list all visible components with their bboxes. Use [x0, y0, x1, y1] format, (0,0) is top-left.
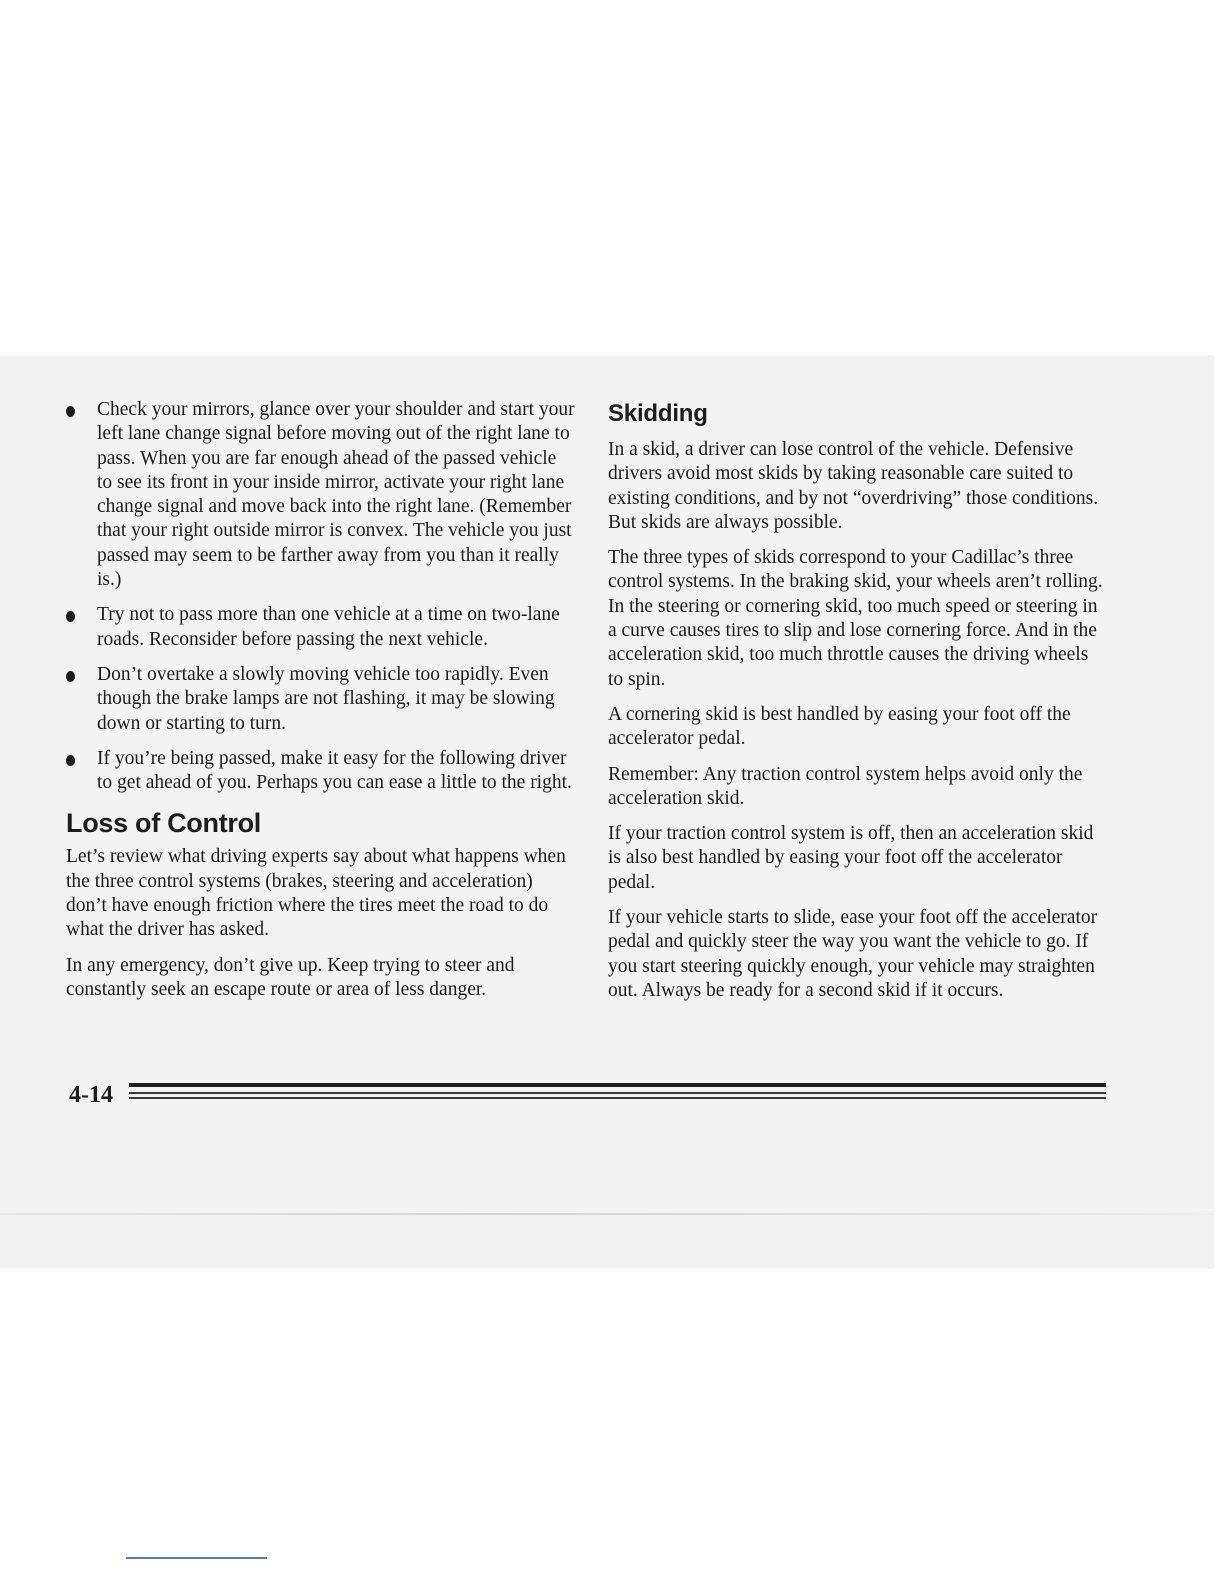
- list-item-text: Check your mirrors, glance over your shoulder and start your left lane change signal before moving out of the right lane to pass. When you are far enough ahead of the passed vehicle to see its front in your inside mirror, activate your right lane change signal and move back into the right lane. (Remember that your right outside mirror is convex. The vehicle you just passed may seem to be farther away from you than it really is.): [97, 399, 575, 591]
- page-number: 4-14: [69, 1082, 113, 1108]
- footer-rule-thin: [129, 1097, 1106, 1099]
- skidding-paragraph: A cornering skid is best handled by easing your foot off the accelerator pedal.: [608, 703, 1071, 750]
- skidding-paragraph: If your vehicle starts to slide, ease your foot off the accelerator pedal and quickly steer the way you want the vehicle to go. If you start steering quickly enough, your vehicle may straighten out. Always be ready for a second skid if it occurs.: [608, 907, 1098, 1001]
- right-column: [608, 398, 1108, 1014]
- skidding-paragraph: If your traction control system is off, then an acceleration skid is also best handled by easing your foot off the accelerator pedal.: [608, 823, 1094, 893]
- bullet-icon: [66, 406, 75, 417]
- bullet-icon: [66, 755, 75, 766]
- scan-edge-shading: [0, 1213, 1214, 1215]
- loss-of-control-heading: Loss of Control: [66, 808, 261, 839]
- bullet-icon: [66, 611, 75, 622]
- skidding-paragraph: In a skid, a driver can lose control of the vehicle. Defensive drivers avoid most skids by taking reasonable care suited to existing conditions, and by not “overdriving” those conditions. But skids are always possible.: [608, 439, 1099, 533]
- list-item: [66, 747, 576, 796]
- list-item-text: If you’re being passed, make it easy for the following driver to get ahead of you. Perhaps you can ease a little to the right.: [97, 747, 572, 794]
- list-item-text: Try not to pass more than one vehicle at a time on two-lane roads. Reconsider before passing the next vehicle.: [97, 604, 560, 650]
- list-item: [66, 603, 576, 652]
- skidding-paragraph: Remember: Any traction control system helps avoid only the acceleration skid.: [608, 763, 1083, 809]
- loss-of-control-paragraph: Let’s review what driving experts say about what happens when the three control systems (brakes, steering and acceleration) don’t have enough friction where the tires meet the road to do what the driver has asked.: [66, 846, 566, 941]
- left-column: [66, 398, 576, 1013]
- loss-of-control-paragraph: In any emergency, don’t give up. Keep trying to steer and constantly seek an escape route or area of less danger.: [66, 954, 515, 1000]
- skidding-heading: Skidding: [608, 400, 708, 427]
- list-item-text: Don’t overtake a slowly moving vehicle too rapidly. Even though the brake lamps are not flashing, it may be slowing down or starting to turn.: [97, 663, 555, 734]
- footer-rule-thick: [129, 1083, 1106, 1087]
- passing-tips-list: [66, 398, 576, 795]
- skidding-paragraph: The three types of skids correspond to your Cadillac’s three control systems. In the braking skid, your wheels aren’t rolling. In the steering or cornering skid, too much speed or steering in a curve causes tires to slip and lose cornering force. And in the acceleration skid, too much throttle causes the driving wheels to spin.: [608, 547, 1103, 690]
- footnote-link-underline: [126, 1557, 267, 1559]
- list-item: [66, 663, 576, 736]
- bullet-icon: [66, 671, 75, 682]
- list-item: [66, 398, 576, 592]
- footer-rule-thin: [129, 1092, 1106, 1094]
